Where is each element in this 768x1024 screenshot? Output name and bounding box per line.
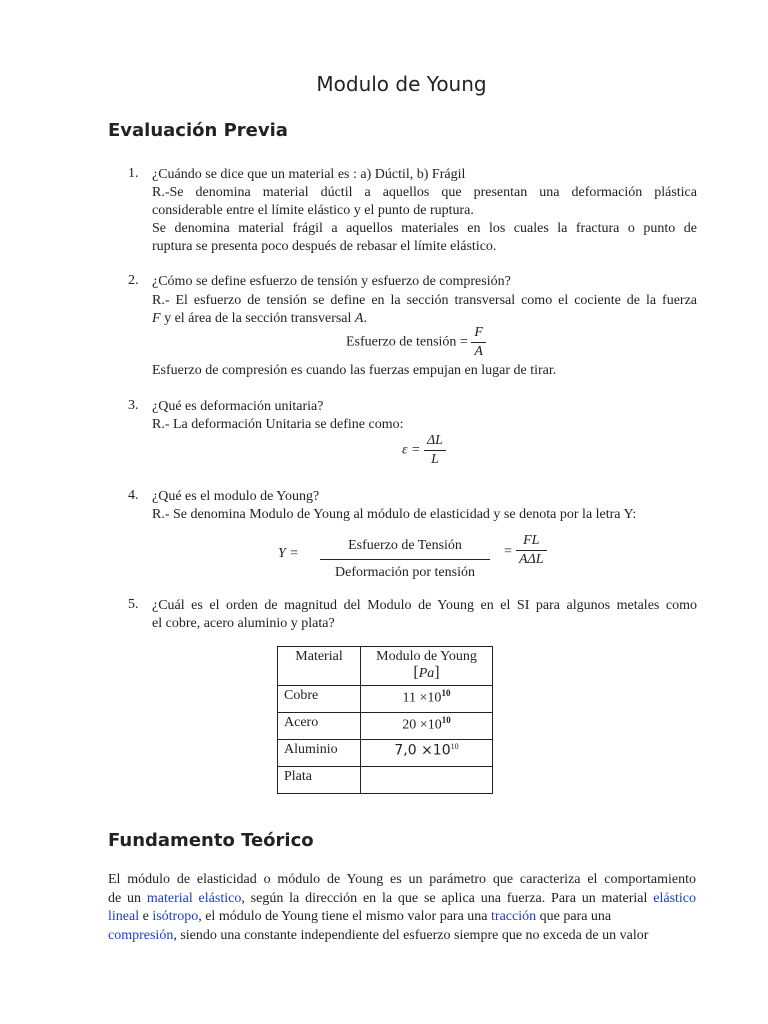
- answer-1-line: Se denomina material frágil a aquellos materiales en los cuales la fractura o punto de: [152, 221, 697, 236]
- formula-lhs: ε =: [402, 442, 421, 458]
- fraction-denominator: Deformación por tensión: [335, 565, 475, 580]
- table-cell-value: [361, 740, 493, 767]
- answer-1-line: R.-Se denomina material dúctil a aquellos que presentan una deformación plástica: [152, 185, 697, 200]
- fundamento-text: e: [139, 909, 153, 924]
- value-base: 11 ×10: [402, 690, 442, 706]
- formula-equals: =: [504, 544, 512, 559]
- value-base: 20 ×10: [402, 717, 442, 733]
- item-number: 3.: [128, 398, 139, 413]
- answer-1-line: ruptura se presenta poco después de rebasar el límite elástico.: [152, 239, 497, 254]
- answer-2-compression: Esfuerzo de compresión es cuando las fuerzas empujan en lugar de tirar.: [152, 363, 557, 378]
- unit-pa: Pa: [418, 666, 435, 681]
- item-number: 4.: [128, 488, 139, 503]
- question-1: ¿Cuándo se dice que un material es : a) Dúctil, b) Frágil: [152, 167, 466, 182]
- fraction: [424, 432, 446, 469]
- table-header-modulus: [361, 647, 493, 686]
- item-number: 5.: [128, 597, 139, 612]
- formula-lhs: Y =: [278, 546, 299, 561]
- fundamento-text: de un: [108, 891, 147, 906]
- fundamento-line: El módulo de elasticidad o módulo de Young es un parámetro que caracteriza el comportamiento: [108, 872, 696, 887]
- answer-2-end: .: [363, 311, 367, 326]
- question-5: el cobre, acero aluminio y plata?: [152, 616, 335, 631]
- question-4: ¿Qué es el modulo de Young?: [152, 489, 320, 504]
- fraction: [471, 324, 486, 361]
- table-row: [278, 740, 493, 767]
- table-header-row: [278, 647, 493, 686]
- table-row: [278, 713, 493, 740]
- unit-bracket-open: [: [413, 664, 419, 681]
- fundamento-line: [108, 890, 696, 908]
- fundamento-text: que para una: [536, 909, 612, 924]
- value-exp: 10: [450, 742, 459, 751]
- link-traccion[interactable]: tracción: [491, 909, 537, 924]
- link-elastico-lineal[interactable]: elástico: [653, 891, 697, 906]
- var-a: A: [354, 311, 364, 326]
- fraction-denominator: A: [474, 344, 483, 359]
- answer-1-line: considerable entre el límite elástico y el punto de ruptura.: [152, 203, 474, 218]
- modulus-label: Modulo de Young: [376, 649, 477, 664]
- fraction-numerator: F: [471, 324, 486, 343]
- fundamento-text: , según la dirección en la que se aplica una fuerza. Para un material: [241, 891, 654, 906]
- link-elastico-lineal[interactable]: lineal: [108, 909, 140, 924]
- link-material-elastico[interactable]: material elástico: [146, 891, 242, 906]
- item-number: 1.: [128, 166, 139, 181]
- link-isotropo[interactable]: isótropo: [152, 909, 199, 924]
- table-cell-material: Plata: [278, 767, 361, 794]
- table-row: [278, 767, 493, 794]
- formula-young-compact: [516, 532, 547, 569]
- fraction: [516, 532, 547, 569]
- section-heading-fundamento: Fundamento Teórico: [108, 830, 314, 851]
- var-f: F: [152, 311, 161, 326]
- question-3: ¿Qué es deformación unitaria?: [152, 399, 324, 414]
- table-cell-material: Cobre: [278, 686, 361, 713]
- fundamento-text: , siendo una constante independiente del esfuerzo siempre que no exceda de un valor: [173, 928, 649, 943]
- table-cell-material: Acero: [278, 713, 361, 740]
- value-base: 7,0 ×10: [394, 742, 451, 759]
- page-title: Modulo de Young: [316, 72, 487, 96]
- fundamento-text: , el módulo de Young tiene el mismo valor para una: [198, 909, 492, 924]
- fundamento-line: [108, 927, 696, 945]
- formula-tension: [346, 324, 486, 361]
- table-cell-value: [361, 767, 493, 794]
- fraction-denominator: L: [431, 452, 439, 467]
- fraction-numerator: FL: [516, 532, 547, 551]
- fraction-numerator: Esfuerzo de Tensión: [320, 537, 490, 560]
- section-heading-evaluacion: Evaluación Previa: [108, 120, 288, 141]
- question-2: ¿Cómo se define esfuerzo de tensión y esfuerzo de compresión?: [152, 274, 511, 289]
- formula-label: Esfuerzo de tensión =: [346, 334, 468, 350]
- answer-2-line: R.- El esfuerzo de tensión se define en la sección transversal como el cociente de la fuerza: [152, 293, 697, 308]
- table-row: [278, 686, 493, 713]
- answer-4: R.- Se denomina Modulo de Young al módulo de elasticidad y se denota por la letra Y:: [152, 507, 637, 522]
- formula-strain: [402, 432, 446, 469]
- link-compresion[interactable]: compresión: [108, 928, 174, 943]
- table-cell-material: Aluminio: [278, 740, 361, 767]
- item-number: 2.: [128, 273, 139, 288]
- question-5: ¿Cuál es el orden de magnitud del Modulo de Young en el SI para algunos metales como: [152, 598, 697, 613]
- table-header-material: Material: [278, 647, 361, 686]
- answer-2-text: y el área de la sección transversal: [160, 311, 355, 326]
- value-exp: 10: [441, 688, 451, 698]
- fundamento-line: [108, 908, 696, 926]
- value-exp: 10: [441, 715, 451, 725]
- young-modulus-table: [277, 646, 493, 794]
- fraction-denominator: AΔL: [519, 552, 544, 567]
- fraction-numerator: ΔL: [424, 432, 446, 451]
- unit-bracket-close: ]: [434, 664, 440, 681]
- answer-3: R.- La deformación Unitaria se define como:: [152, 417, 404, 432]
- table-cell-value: [361, 713, 493, 740]
- table-cell-value: [361, 686, 493, 713]
